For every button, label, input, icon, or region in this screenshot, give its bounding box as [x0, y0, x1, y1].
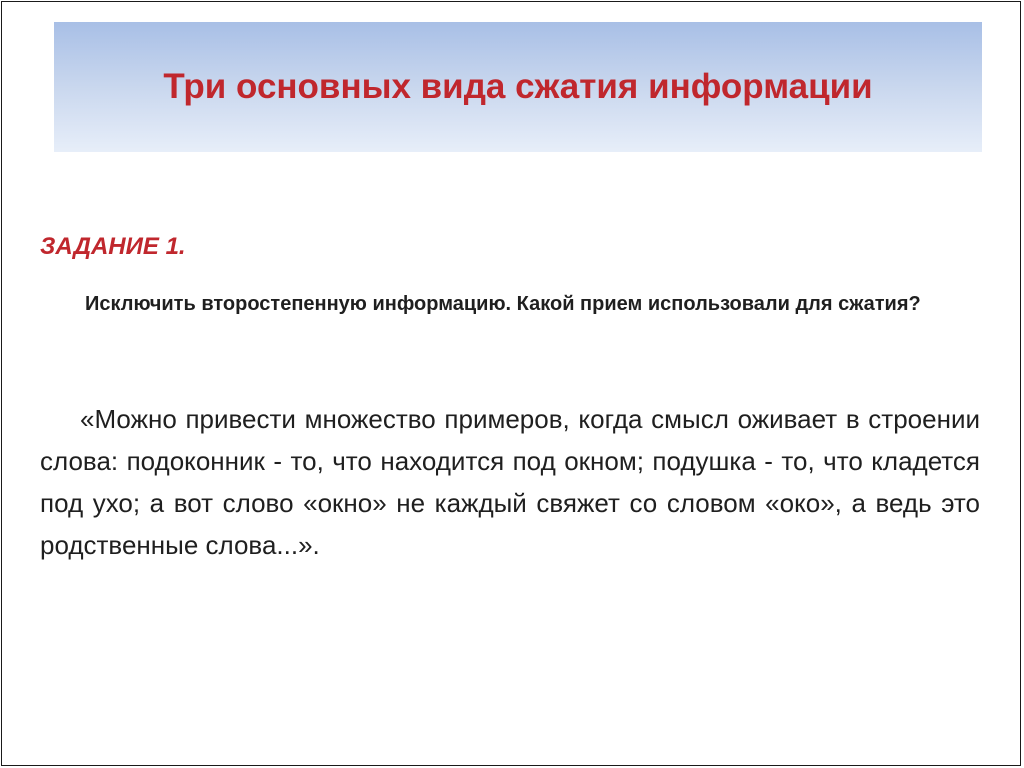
task-heading: ЗАДАНИЕ 1.: [40, 233, 186, 260]
title-band: [54, 22, 982, 152]
slide: [1, 1, 1021, 766]
task-question: Исключить второстепенную информацию. Какой прием использовали для сжатия?: [85, 293, 921, 315]
quote-paragraph: «Можно привести множество примеров, когда смысл оживает в строении слова: подоконник - то, что находится под окном; подушка - то, что кладется под ухо; а вот слово «окно» не каждый свяжет со словом «око», а ведь это родственные слова...».: [40, 404, 980, 560]
slide-title: Три основных вида сжатия информации: [163, 67, 873, 106]
